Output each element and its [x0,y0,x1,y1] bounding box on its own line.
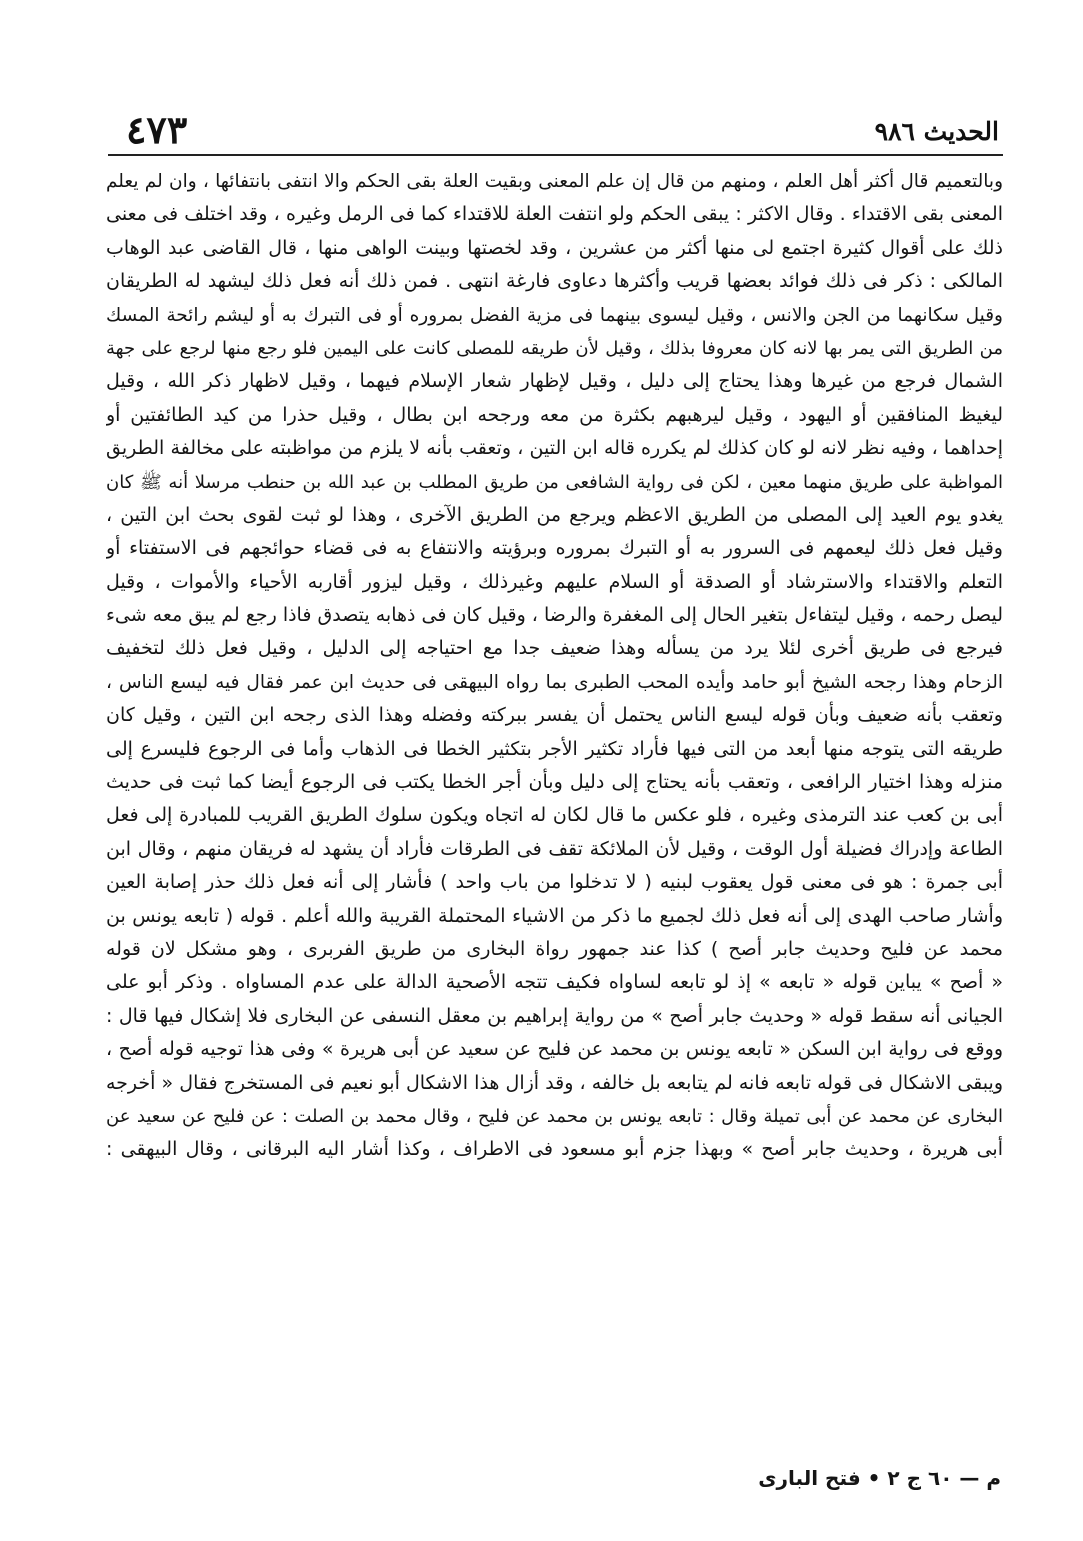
text-line: فيرجع فى طريق أخرى لئلا يرد من يسأله وهذا ضعيف جدا مع احتياجه إلى الدليل ، وقيل فعل ذلك لتخفيف [106,637,1003,660]
text-line: طريقه التى يتوجه منها أبعد من التى فيها فأراد تكثير الأجر بتكثير الخطا فى الذهاب وأما فى الرجوع فليسرع إلى [106,737,1003,760]
text-line: وتعقب بأنه ضعيف وبأن قوله ليسع الناس يحتمل أن يفسر ببركته وفضله وهذا الذى رجحه ابن التين ، وقيل كان [106,704,1003,727]
text-line: منزله وهذا اختيار الرافعى ، وتعقب بأنه يحتاج إلى دليل وبأن أجر الخطا يكتب فى الرجوع أيضا كما ثبت فى حديث [106,771,1003,794]
text-line: محمد عن فليح وحديث جابر أصح ) كذا عند جمهور رواة البخارى من طريق الفربرى ، وهو مشكل لان قوله [106,937,1003,960]
text-line: ليصل رحمه ، وقيل ليتفاءل بتغير الحال إلى المغفرة والرضا ، وقيل كان فى ذهابه يتصدق فاذا رجع لم يبق معه شىء [106,604,1003,627]
running-head: الحديث ٩٨٦ [874,117,999,146]
text-line: إحداهما ، وفيه نظر لانه لو كان كذلك لم يكرره قاله ابن التين ، وتعقب بأنه لا يلزم من مواظبته على مخالفة الطريق [106,437,1003,460]
text-line: من الطريق التى يمر بها لانه كان معروفا بذلك ، وقيل لأن طريقه للمصلى كانت على اليمين فلو رجع منها لرجع على جهة [106,337,1003,359]
page-footer [106,1458,1001,1498]
text-line: الجيانى أنه سقط قوله « وحديث جابر أصح » من رواية إبراهيم بن معقل النسفى عن البخارى فلا إشكال فيها قال : [106,1004,1003,1027]
text-line: أبى بن كعب عند الترمذى وغيره ، فلو عكس ما قال لكان له اتجاه ويكون سلوك الطريق القريب للمبادرة إلى فعل [106,804,1003,827]
text-line: يغدو يوم العيد إلى المصلى من الطريق الاعظم ويرجع من الطريق الآخرى ، وهذا لو ثبت لقوى بحث ابن التين ، [106,503,1003,526]
text-line: ويبقى الاشكال فى قوله تابعه فانه لم يتابعه بل خالفه ، وقد أزال هذا الاشكال أبو نعيم فى المستخرج فقال « أخرجه [106,1071,1003,1094]
text-line: أبى هريرة ، وحديث جابر أصح » وبهذا جزم أبو مسعود فى الاطراف ، وكذا أشار اليه البرقانى ، وقال البيهقى : [106,1138,1003,1161]
text-line: وقيل فعل ذلك ليعمهم فى السرور به أو التبرك بمروره وبرؤيته والانتفاع به فى قضاء حوائجهم فى الاستفتاء أو [106,537,1003,560]
text-line: المواظبة على طريق منهما معين ، لكن فى رواية الشافعى من طريق المطلب بن عبد الله بن حنطب مرسلا أنه ﷺ كان [106,471,1003,493]
printer-signature: م — ٦٠ ج ٢ • فتح البارى [758,1466,1001,1490]
page-header [112,108,1001,152]
text-line: « أصح » يباين قوله « تابعه » إذ لو تابعه لساواه فكيف تتجه الأصحية الدالة على عدم المساواه . وذكر أبو على [106,971,1003,994]
text-line: وقيل سكانهما من الجن والانس ، وقيل ليسوى بينهما فى مزية الفضل بمروره أو فى التبرك به أو ليشم رائحة المسك [106,304,1003,326]
text-line: التعلم والاقتداء والاسترشاد أو الصدقة أو السلام عليهم وغيرذلك ، وقيل ليزور أقاربه الأحياء والأموات ، وقيل [106,570,1003,593]
text-line: ووقع فى رواية ابن السكن « تابعه يونس بن محمد عن فليح عن سعيد عن أبى هريرة » وفى هذا توجيه قوله أصح ، [106,1038,1003,1061]
text-line: الزحام وهذا رجحه الشيخ أبو حامد وأيده المحب الطبرى بما رواه البيهقى فى حديث ابن عمر فقال فيه ليسع الناس ، [106,671,1003,693]
text-line: الشمال فرجع من غيرها وهذا يحتاج إلى دليل ، وقيل لإظهار شعار الإسلام فيهما ، وقيل لاظهار ذكر الله ، وقيل [106,370,1003,393]
text-line: المالكى : ذكر فى ذلك فوائد بعضها قريب وأكثرها دعاوى فارغة انتهى . فمن ذلك أنه فعل ذلك ليشهد له الطريقان [106,270,1003,293]
text-line: المعنى بقى الاقتداء . وقال الاكثر : يبقى الحكم ولو انتفت العلة للاقتداء كما فى الرمل وغيره ، وقد اختلف فى معنى [106,203,1003,226]
page-number: ٤٧٣ [126,107,188,152]
header-rule [108,154,1003,156]
text-line: ذلك على أقوال كثيرة اجتمع لى منها أكثر من عشرين ، وقد لخصتها وبينت الواهى منها ، قال القاضى عبد الوهاب [106,236,1003,259]
text-line: أبى جمرة : هو فى معنى قول يعقوب لبنيه ( لا تدخلوا من باب واحد ) فأشار إلى أنه فعل ذلك حذر إصابة العين [106,871,1003,894]
text-body [106,165,1003,1167]
text-line: ليغيظ المنافقين أو اليهود ، وقيل ليرهبهم بكثرة من معه ورجحه ابن بطال ، وقيل حذرا من كيد الطائفتين أو [106,403,1003,426]
text-line: وبالتعميم قال أكثر أهل العلم ، ومنهم من قال إن علم المعنى وبقيت العلة بقى الحكم والا انتفى بانتفائها ، وان لم يعلم [106,171,1003,192]
text-line: وأشار صاحب الهدى إلى أنه فعل ذلك لجميع ما ذكر من الاشياء المحتملة القريبة والله أعلم . قوله ( تابعه يونس بن [106,904,1003,927]
text-line: الطاعة وإدراك فضيلة أول الوقت ، وقيل لأن الملائكة تقف فى الطرقات فأراد أن يشهد له فريقان منهم ، وقال ابن [106,837,1003,860]
text-line: البخارى عن محمد عن أبى تميلة وقال : تابعه يونس بن محمد عن فليح ، وقال محمد بن الصلت : عن فليح عن سعيد عن [106,1105,1003,1127]
